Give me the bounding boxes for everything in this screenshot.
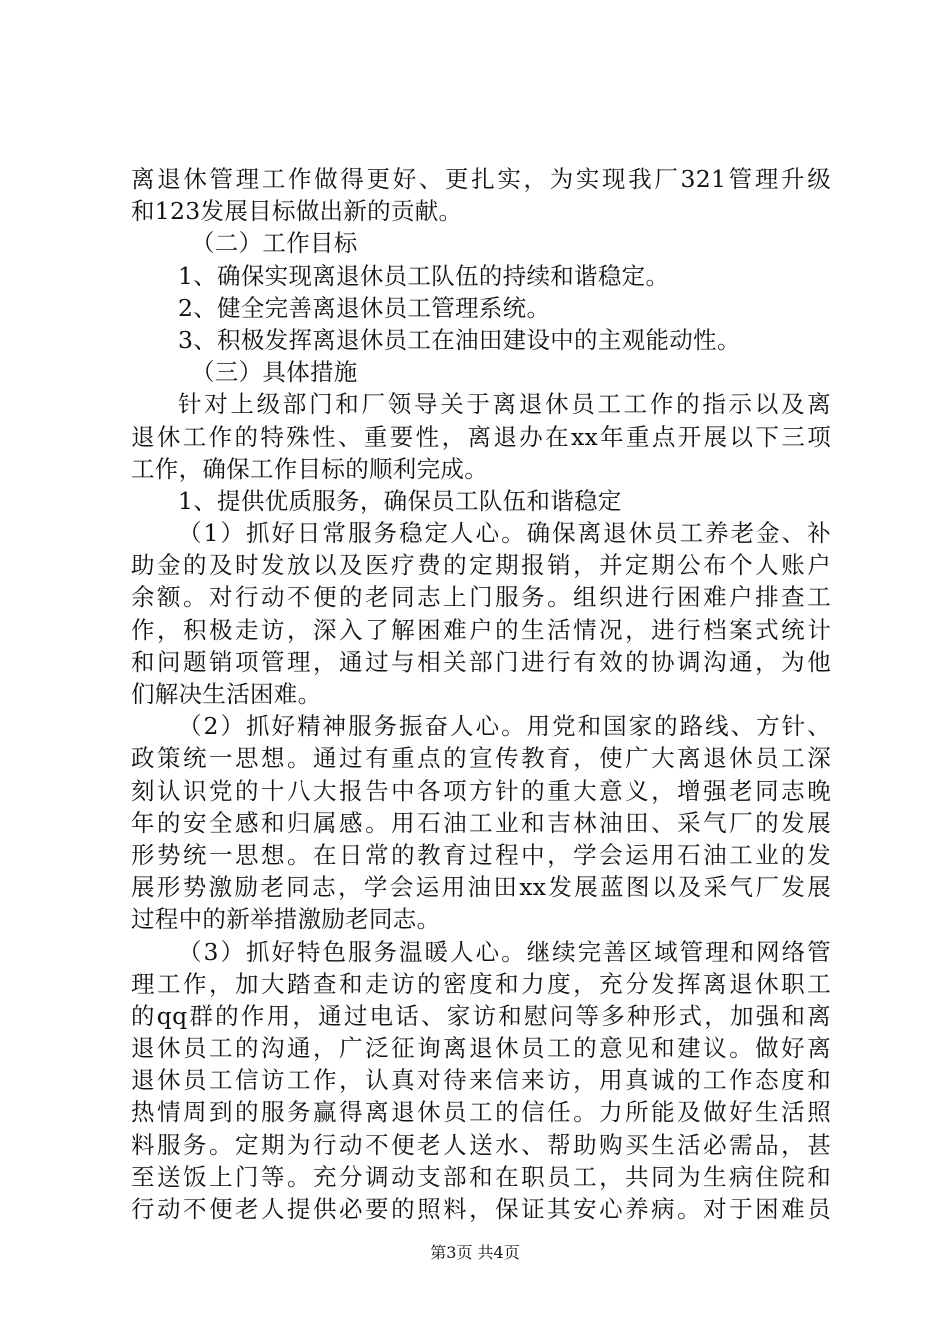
text-line: 们解决生活困难。 [131,680,322,708]
text-line: 形势统一思想。在日常的教育过程中，学会运用石油工业的发 [131,840,831,869]
text-line: 离退休管理工作做得更好、更扎实，为实现我厂321管理升级 [131,165,831,193]
text-line: 理工作，加大踏查和走访的密度和力度，充分发挥离退休职工 [131,969,831,998]
text-line: 过程中的新举措激励老同志。 [131,905,441,934]
text-line: 助金的及时发放以及医疗费的定期报销，并定期公布个人账户 [131,551,831,580]
page-footer: 第3页 共4页 [430,1243,520,1262]
text-line: 2、健全完善离退休员工管理系统。 [178,293,551,322]
document-body [131,163,831,1225]
text-line: 3、积极发挥离退休员工在油田建设中的主观能动性。 [178,325,741,354]
text-line: 针对上级部门和厂领导关于离退休员工工作的指示以及离 [178,390,831,419]
text-line: 政策统一思想。通过有重点的宣传教育，使广大离退休员工深 [131,744,831,773]
text-line: 退休员工的沟通，广泛征询离退休员工的意见和建议。做好离 [131,1034,831,1063]
text-line: 1、提供优质服务，确保员工队伍和谐稳定 [178,486,622,515]
text-line: 展形势激励老同志，学会运用油田xx发展蓝图以及采气厂发展 [131,873,831,902]
text-line: （三）具体措施 [191,358,358,387]
text-line: 退休工作的特殊性、重要性，离退办在xx年重点开展以下三项 [131,422,831,451]
text-line: （二）工作目标 [191,229,358,258]
text-line: 工作，确保工作目标的顺利完成。 [131,454,488,483]
text-line: 和123发展目标做出新的贡献。 [131,197,463,226]
text-line: 热情周到的服务赢得离退休员工的信任。力所能及做好生活照 [131,1098,831,1127]
text-line: 刻认识党的十八大报告中各项方针的重大意义，增强老同志晚 [131,776,831,805]
text-line: 作，积极走访，深入了解困难户的生活情况，进行档案式统计 [131,615,831,644]
text-line: 年的安全感和归属感。用石油工业和吉林油田、采气厂的发展 [131,808,831,837]
text-line: 至送饭上门等。充分调动支部和在职员工，共同为生病住院和 [131,1162,831,1191]
text-line: （1）抓好日常服务稳定人心。确保离退休员工养老金、补 [178,519,831,548]
text-line: （2）抓好精神服务振奋人心。用党和国家的路线、方针、 [178,712,831,741]
text-line: 的qq群的作用，通过电话、家访和慰问等多种形式，加强和离 [131,1001,831,1030]
text-line: 料服务。定期为行动不便老人送水、帮助购买生活必需品，甚 [131,1130,831,1159]
text-line: 1、确保实现离退休员工队伍的持续和谐稳定。 [178,261,670,290]
text-line: 余额。对行动不便的老同志上门服务。组织进行困难户排查工 [131,583,831,612]
text-line: 和问题销项管理，通过与相关部门进行有效的协调沟通，为他 [131,647,831,676]
text-line: 退休员工信访工作，认真对待来信来访，用真诚的工作态度和 [131,1066,831,1095]
text-line: （3）抓好特色服务温暖人心。继续完善区域管理和网络管 [178,937,831,966]
text-line: 行动不便老人提供必要的照料，保证其安心养病。对于困难员 [131,1195,831,1223]
